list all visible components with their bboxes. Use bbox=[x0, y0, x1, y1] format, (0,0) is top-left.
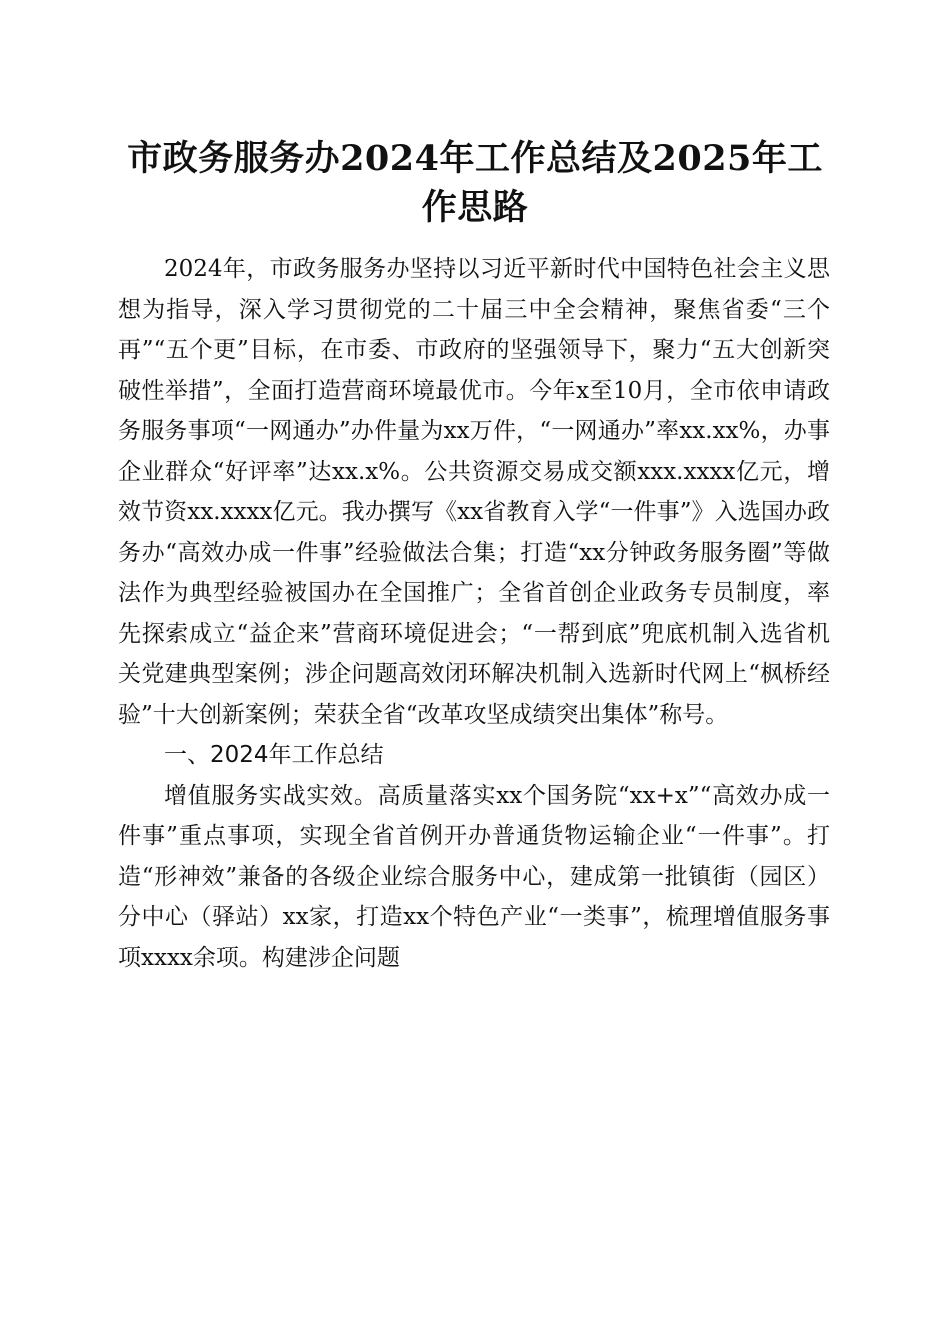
document-body bbox=[118, 249, 830, 978]
section-1-paragraph: 增值服务实战实效。高质量落实xx个国务院“xx+x”“高效办成一件事”重点事项，实现全省首例开办普通货物运输企业“一件事”。打造“形神效”兼备的各级企业综合服务中心，建成第一批镇街（园区）分中心（驿站）xx家，打造xx个特色产业“一类事”，梳理增值服务事项xxxx余项。构建涉企问题 bbox=[118, 782, 830, 971]
section-1-heading: 一、2024年工作总结 bbox=[164, 742, 384, 768]
document-title: 市政务服务办2024年工作总结及2025年工作思路 bbox=[127, 138, 823, 228]
intro-paragraph: 2024年，市政务服务办坚持以习近平新时代中国特色社会主义思想为指导，深入学习贯彻党的二十届三中全会精神，聚焦省委“三个再”“五个更”目标，在市委、市政府的坚强领导下，聚力“五大创新突破性举措”，全面打造营商环境最优市。今年x至10月，全市依申请政务服务事项“一网通办”办件量为xx万件，“一网通办”率xx.xx%，办事企业群众“好评率”达xx.x%。公共资源交易成交额xxx.xxxx亿元，增效节资xx.xxxx亿元。我办撰写《xx省教育入学“一件事”》入选国办政务办“高效办成一件事”经验做法合集；打造“xx分钟政务服务圈”等做法作为典型经验被国办在全国推广；全省首创企业政务专员制度，率先探索成立“益企来”营商环境促进会；“一帮到底”兜底机制入选省机关党建典型案例；涉企问题高效闭环解决机制入选新时代网上“枫桥经验”十大创新案例；荣获全省“改革攻坚成绩突出集体”称号。 bbox=[118, 256, 830, 728]
